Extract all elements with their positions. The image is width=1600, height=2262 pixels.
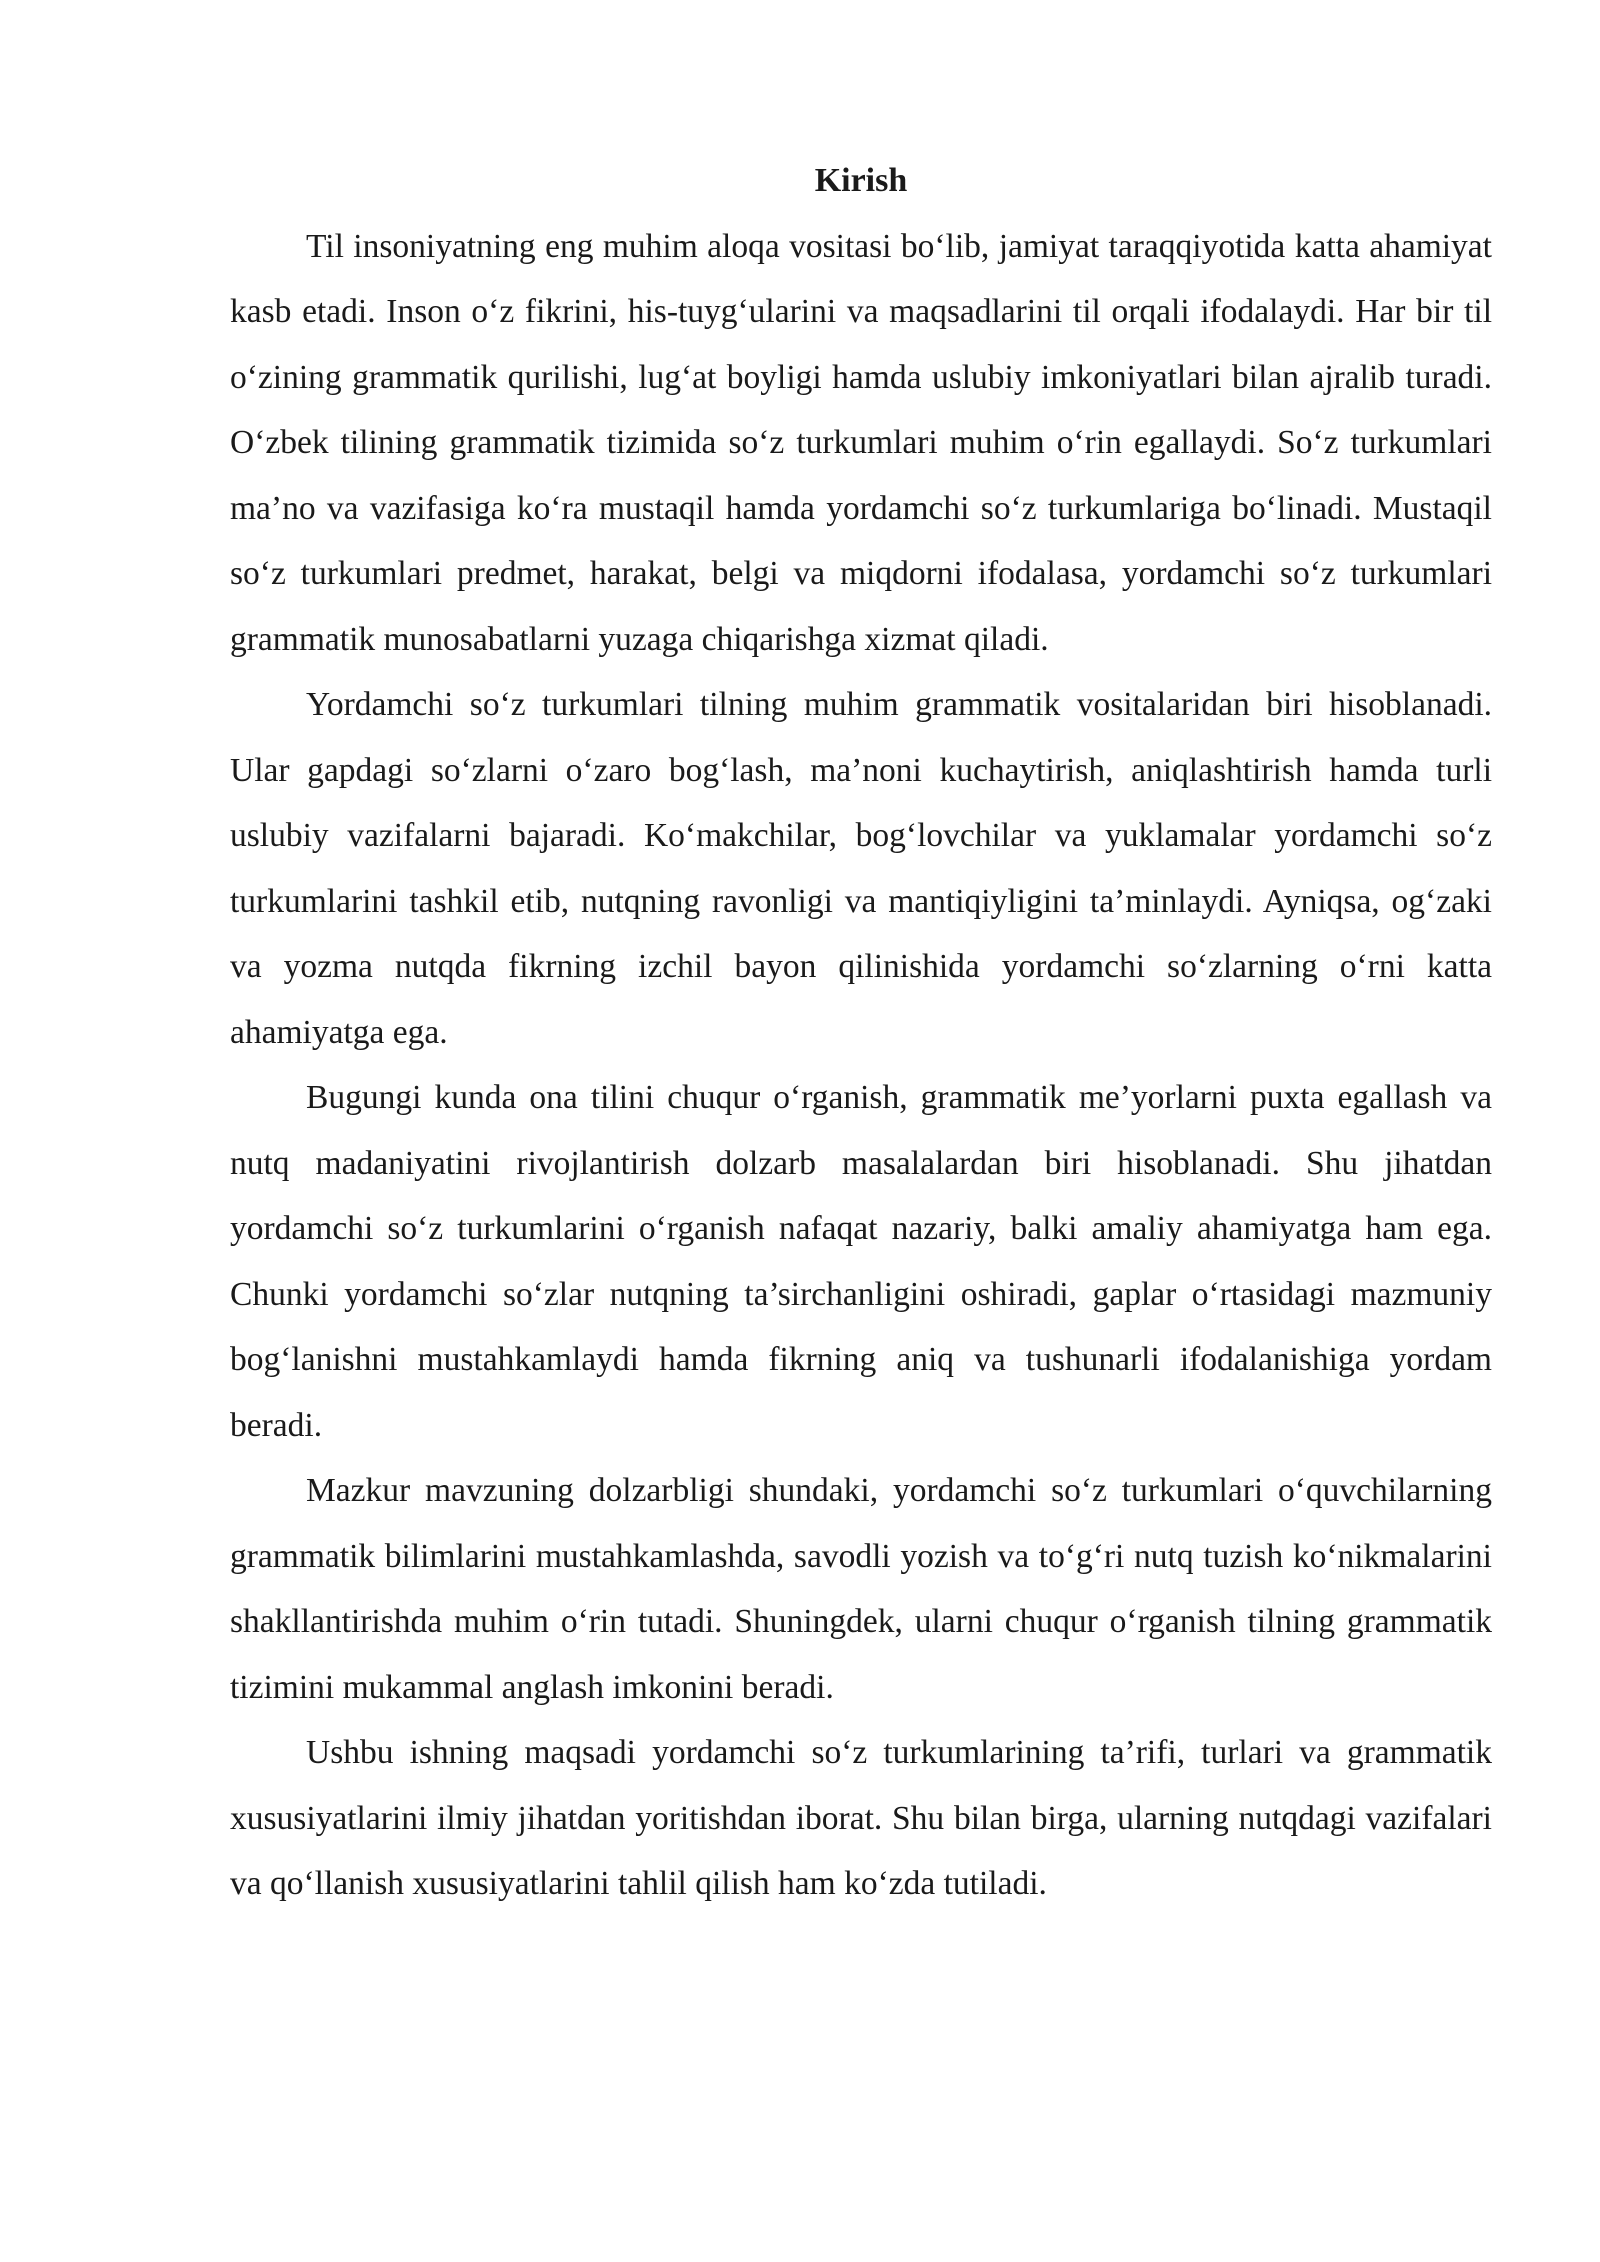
- paragraph-introduction: Til insoniyatning eng muhim aloqa vositasi bo‘lib, jamiyat taraqqiyotida katta ahamiyat kasb etadi. Inson o‘z fikrini, his-tuyg‘ularini va maqsadlarini til orqali ifodalaydi. Har bir til o‘zining grammatik qurilishi, lug‘at boyligi hamda uslubiy imkoniyatlari bilan ajralib turadi. O‘zbek tilining grammatik tizimida so‘z turkumlari muhim o‘rin egallaydi. So‘z turkumlari ma’no va vazifasiga ko‘ra mustaqil hamda yordamchi so‘z turkumlariga bo‘linadi. Mustaqil so‘z turkumlari predmet, harakat, belgi va miqdorni ifodalasa, yordamchi so‘z turkumlari grammatik munosabatlarni yuzaga chiqarishga xizmat qiladi.: [230, 227, 1492, 658]
- paragraph-relevance-today: Bugungi kunda ona tilini chuqur o‘rganish, grammatik me’yorlarni puxta egallash va nutq madaniyatini rivojlantirish dolzarb masalalardan biri hisoblanadi. Shu jihatdan yordamchi so‘z turkumlarini o‘rganish nafaqat nazariy, balki amaliy ahamiyatga ham ega. Chunki yordamchi so‘zlar nutqning ta’sirchanligini oshiradi, gaplar o‘rtasidagi mazmuniy bog‘lanishni mustahkamlaydi hamda fikrning aniq va tushunarli ifodalanishiga yordam beradi.: [230, 1079, 1492, 1444]
- page-title: Kirish: [814, 162, 908, 199]
- paragraph-work-purpose: Ushbu ishning maqsadi yordamchi so‘z turkumlarining ta’rifi, turlari va grammatik xususiyatlarini ilmiy jihatdan yoritishdan iborat. Shu bilan birga, ularning nutqdagi vazifalari va qo‘llanish xususiyatlarini tahlil qilish ham ko‘zda tutiladi.: [230, 1734, 1492, 1902]
- document-body: [230, 148, 1492, 1917]
- paragraph-auxiliary-words: Yordamchi so‘z turkumlari tilning muhim grammatik vositalaridan biri hisoblanadi. Ular gapdagi so‘zlarni o‘zaro bog‘lash, ma’noni kuchaytirish, aniqlashtirish hamda turli uslubiy vazifalarni bajaradi. Ko‘makchilar, bog‘lovchilar va yuklamalar yordamchi so‘z turkumlarini tashkil etib, nutqning ravonligi va mantiqiyligini ta’minlaydi. Ayniqsa, og‘zaki va yozma nutqda fikrning izchil bayon qilinishida yordamchi so‘zlarning o‘rni katta ahamiyatga ega.: [230, 686, 1492, 1051]
- paragraph-topic-relevance: Mazkur mavzuning dolzarbligi shundaki, yordamchi so‘z turkumlari o‘quvchilarning grammatik bilimlarini mustahkamlashda, savodli yozish va to‘g‘ri nutq tuzish ko‘nikmalarini shakllantirishda muhim o‘rin tutadi. Shuningdek, ularni chuqur o‘rganish tilning grammatik tizimini mukammal anglash imkonini beradi.: [230, 1472, 1492, 1706]
